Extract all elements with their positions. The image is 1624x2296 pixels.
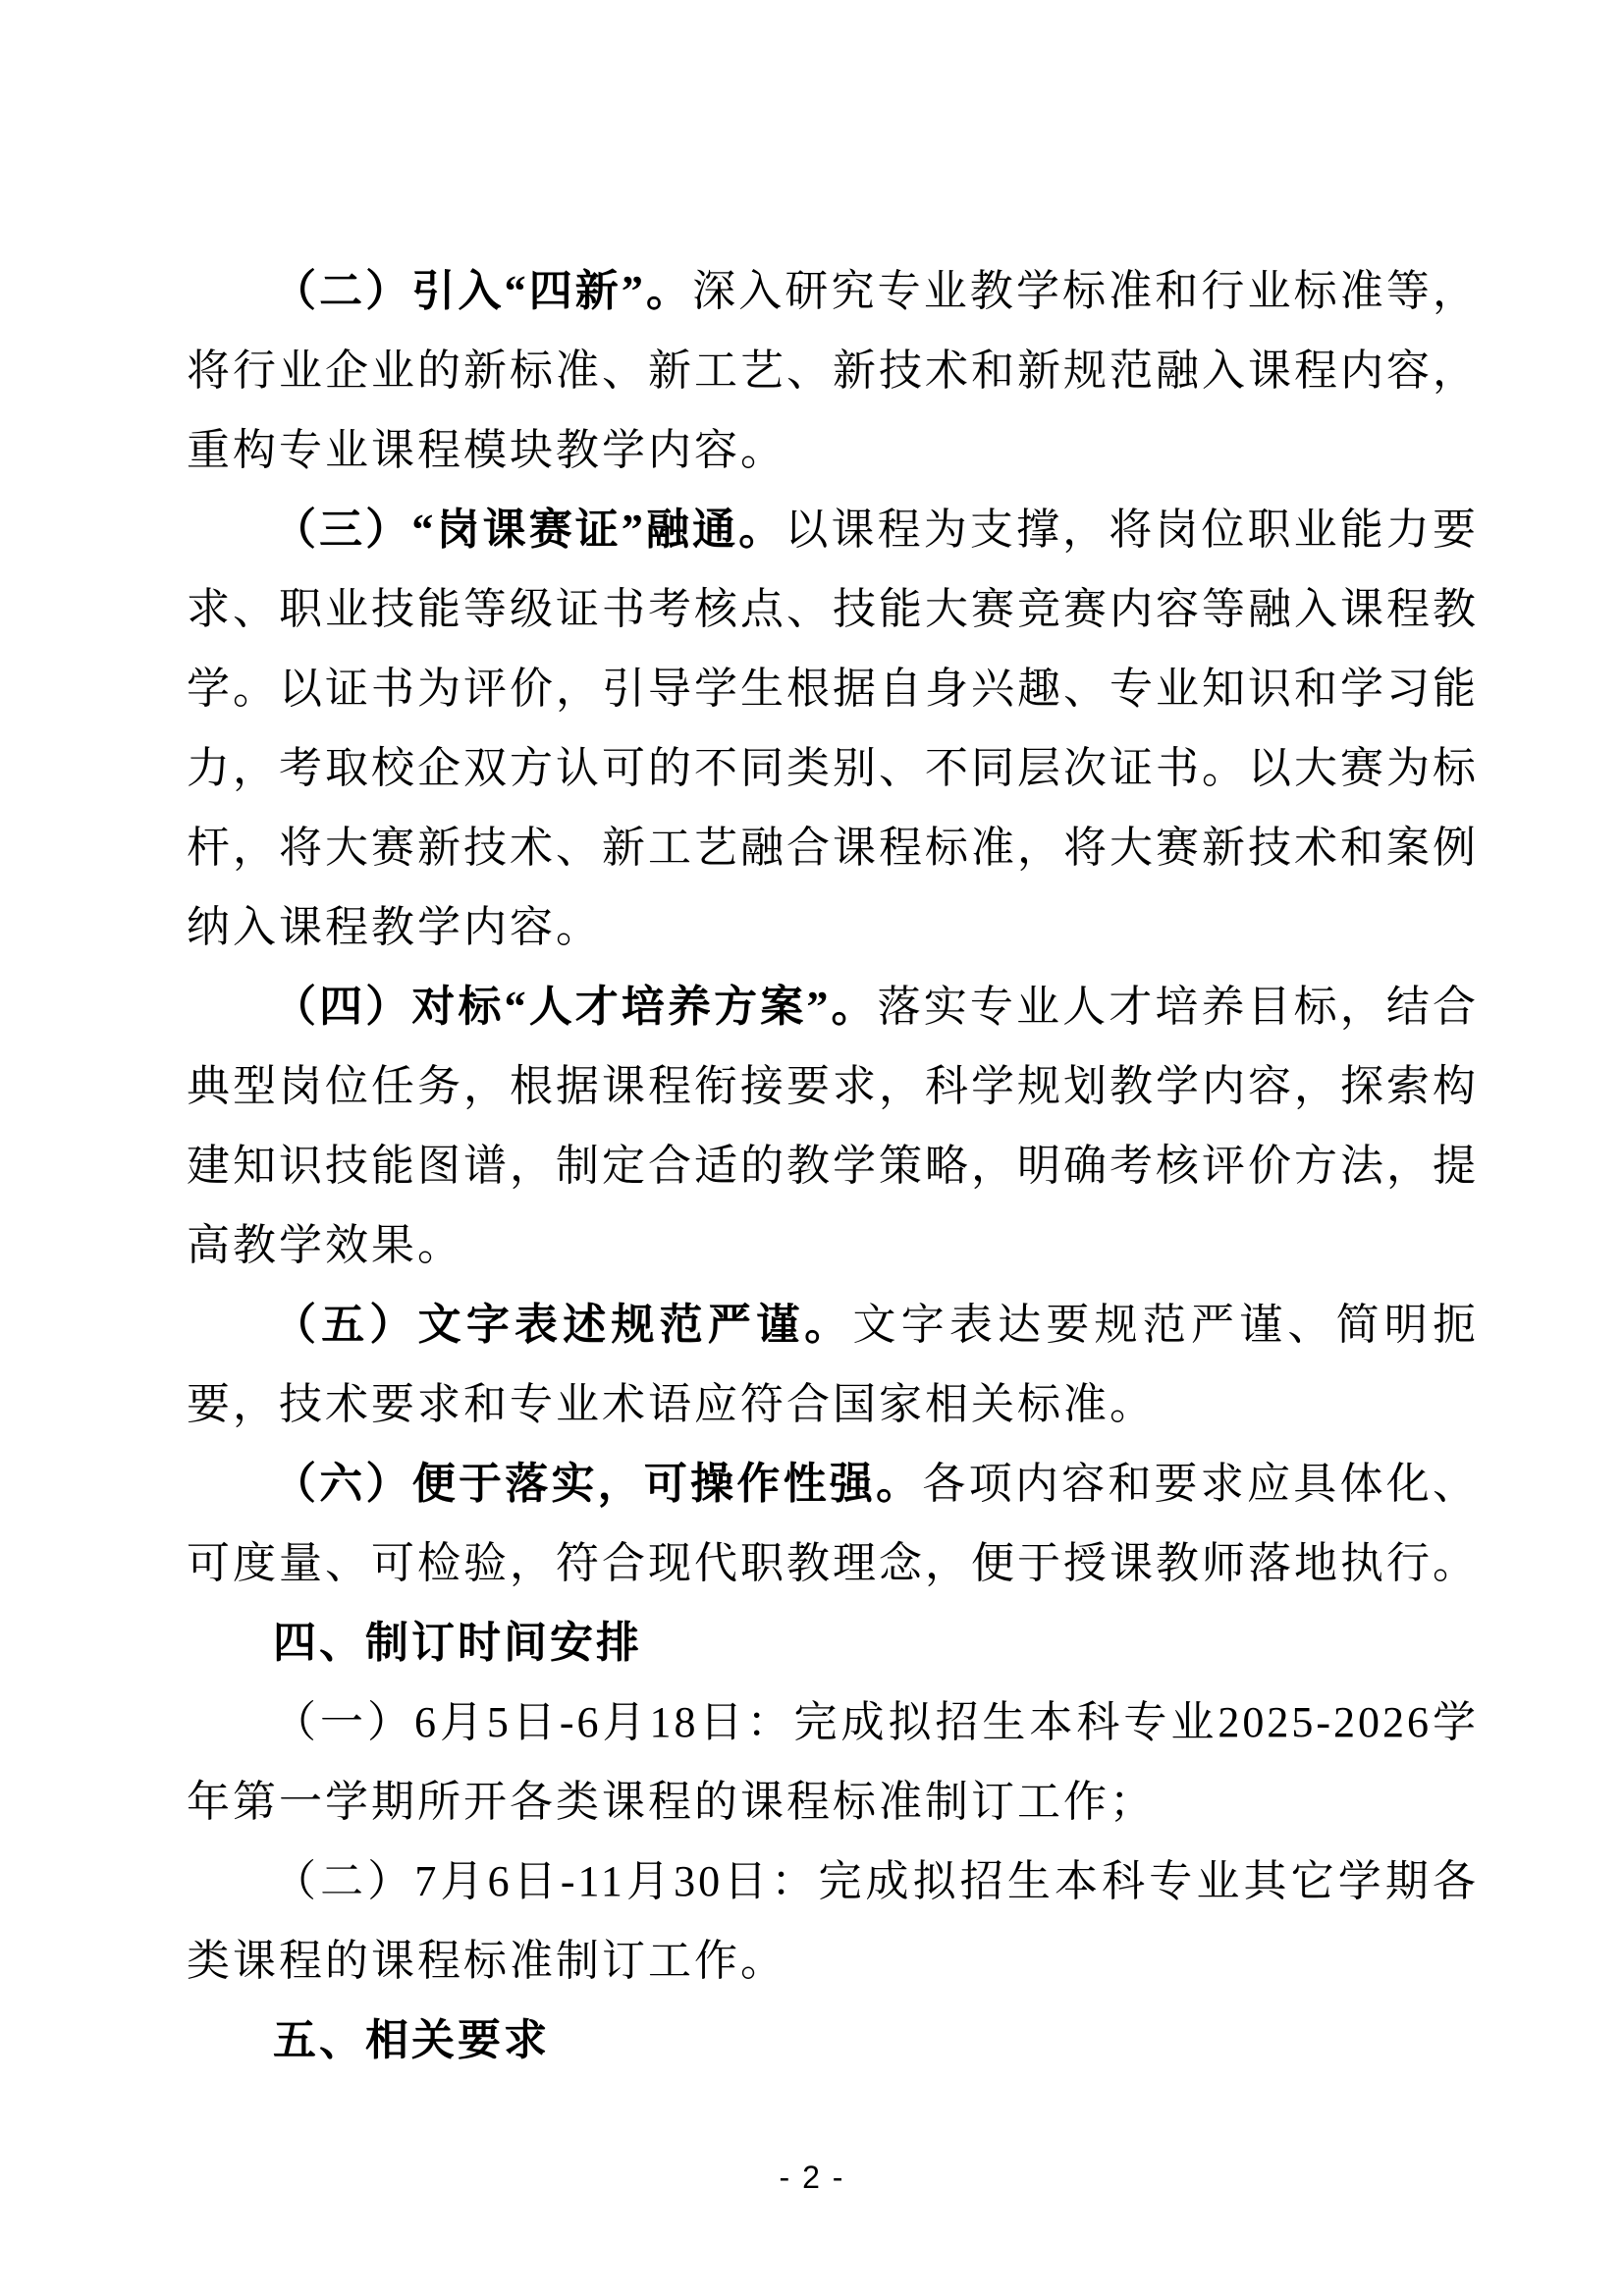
section-heading-requirements: 五、相关要求	[273, 2016, 550, 2064]
paragraph-text: 以课程为支撑，将岗位职业能力要求、职业技能等级证书考核点、技能大赛竞赛内容等融入课程教学。以证书为评价，引导学生根据自身兴趣、专业知识和学习能力，考取校企双方认可的不同类别、不同层次证书。以大赛为标杆，将大赛新技术、新工艺融合课程标准，将大赛新技术和案例纳入课程教学内容。	[187, 506, 1480, 951]
paragraph-text: （一）6月5日-6月18日：完成拟招生本科专业2025-2026学年第一学期所开各类课程的课程标准制订工作；	[187, 1698, 1479, 1826]
paragraph-schedule-2	[187, 1842, 1479, 2001]
paragraph-rencai-peiyang	[187, 967, 1479, 1285]
paragraph-bianyu-luoshi	[187, 1444, 1479, 1603]
paragraph-lead: （六）便于落实，可操作性强。	[273, 1460, 923, 1508]
section-heading-schedule: 四、制订时间安排	[273, 1619, 642, 1667]
paragraph-text: 各项内容和要求应具体化、可度量、可检验，符合现代职教理念，便于授课教师落地执行。	[187, 1460, 1479, 1587]
page-number: - 2 -	[779, 2160, 845, 2195]
paragraph-text: 文字表达要规范严谨、简明扼要，技术要求和专业术语应符合国家相关标准。	[187, 1301, 1479, 1428]
paragraph-lead: （五）文字表述规范严谨。	[273, 1301, 853, 1349]
paragraph-text: 落实专业人才培养目标，结合典型岗位任务，根据课程衔接要求，科学规划教学内容，探索构建知识技能图谱，制定合适的教学策略，明确考核评价方法，提高教学效果。	[187, 983, 1480, 1269]
paragraph-lead: （三）“岗课赛证”融通。	[273, 506, 785, 554]
paragraph-lead: （二）引入“四新”。	[273, 267, 693, 315]
paragraph-schedule-1	[187, 1682, 1479, 1842]
paragraph-intro-sixin	[187, 251, 1479, 490]
paragraph-text: 深入研究专业教学标准和行业标准等，将行业企业的新标准、新工艺、新技术和新规范融入课程内容，重构专业课程模块教学内容。	[187, 267, 1480, 474]
paragraph-lead: （四）对标“人才培养方案”。	[273, 983, 878, 1031]
paragraph-text: （二）7月6日-11月30日：完成拟招生本科专业其它学期各类课程的课程标准制订工作。	[187, 1857, 1479, 1985]
document-body	[187, 251, 1479, 2080]
paragraph-wenzi-biaoshu	[187, 1285, 1479, 1444]
paragraph-gangkesaizheng	[187, 490, 1479, 967]
